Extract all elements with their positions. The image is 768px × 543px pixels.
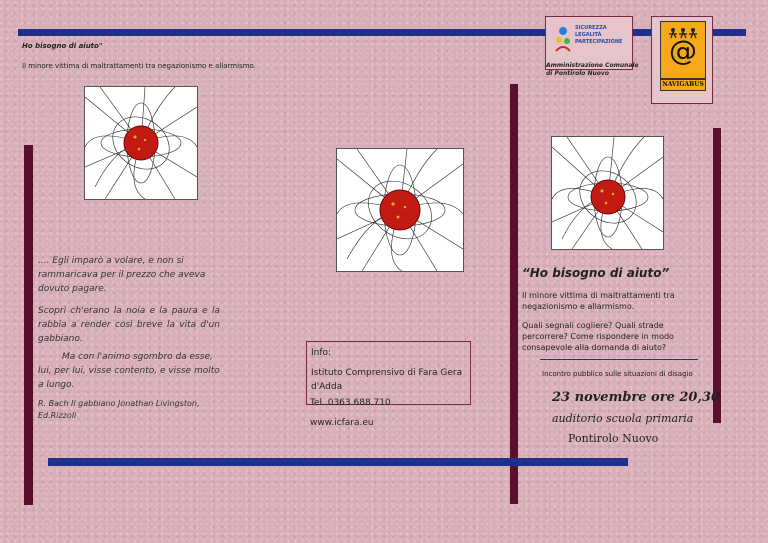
header-title: Ho bisogno di aiuto" [22, 42, 103, 50]
event-divider [540, 359, 698, 360]
quote-citation: R. Bach Il gabbiano Jonathan Livingston, Ed.Rizzoli [38, 399, 200, 420]
event-venue: auditorio scuola primaria [552, 412, 694, 425]
quote-paragraph-2: Scoprì ch'erano la noia e la paura e la rabbia a render così breve la vita d'un gabbiano. [38, 306, 220, 344]
admin-line-1: Amministrazione Comunale [546, 62, 639, 69]
quote-paragraph-1: .... Egli imparò a volare, e non si rammaricava per il prezzo che aveva dovuto pagare. [38, 256, 206, 294]
event-town: Pontirolo Nuovo [568, 432, 659, 445]
event-title: “Ho bisogno di aiuto” [522, 266, 670, 280]
header-subtitle: Il minore vittima di maltrattamenti tra negazionismo e allarmismo. [22, 62, 256, 70]
navigabus-logo-inner [660, 21, 706, 79]
left-vertical-bar [24, 145, 33, 505]
info-website[interactable]: www.icfara.eu [310, 418, 374, 428]
bottom-blue-bar [48, 458, 628, 466]
event-questions: Quali segnali cogliere? Quali strade percorrere? Come rispondere in modo consapevole alla domanda di aiuto? [522, 321, 674, 352]
info-school: Istituto Comprensivo di Fara Gera d'Adda [311, 368, 463, 392]
navigabus-logo-box [651, 16, 713, 104]
at-symbol-icon: @ [669, 34, 697, 67]
info-phone: Tel..0363.688.710 [310, 398, 391, 408]
sun-artwork-middle [336, 148, 464, 272]
event-meeting: Incontro pubblico sulle situazioni di disagio [542, 370, 693, 378]
event-subtitle: Il minore vittima di maltrattamenti tra negazionismo e allarmismo. [522, 291, 675, 311]
quote-paragraph-3: Ma con l'animo sgombro da esse, lui, per lui, visse contento, e visse molto a lungo. [38, 352, 220, 390]
right-vertical-bar [713, 128, 721, 423]
sicurezza-logo-icon [554, 25, 572, 53]
sicurezza-logo-text: SICUREZZA LEGALITÀ PARTECIPAZIONE [575, 25, 623, 45]
admin-line-2: di Pontirolo Nuovo [546, 70, 609, 77]
top-blue-bar [18, 29, 746, 36]
event-date: 23 novembre ore 20,30 [552, 390, 721, 405]
info-box [306, 341, 471, 405]
navigabus-label: NAVIGABUS [660, 79, 706, 91]
sun-artwork-top [84, 86, 198, 200]
sun-artwork-right [551, 136, 664, 250]
info-label: Info: [311, 348, 332, 358]
middle-vertical-bar [510, 84, 518, 504]
